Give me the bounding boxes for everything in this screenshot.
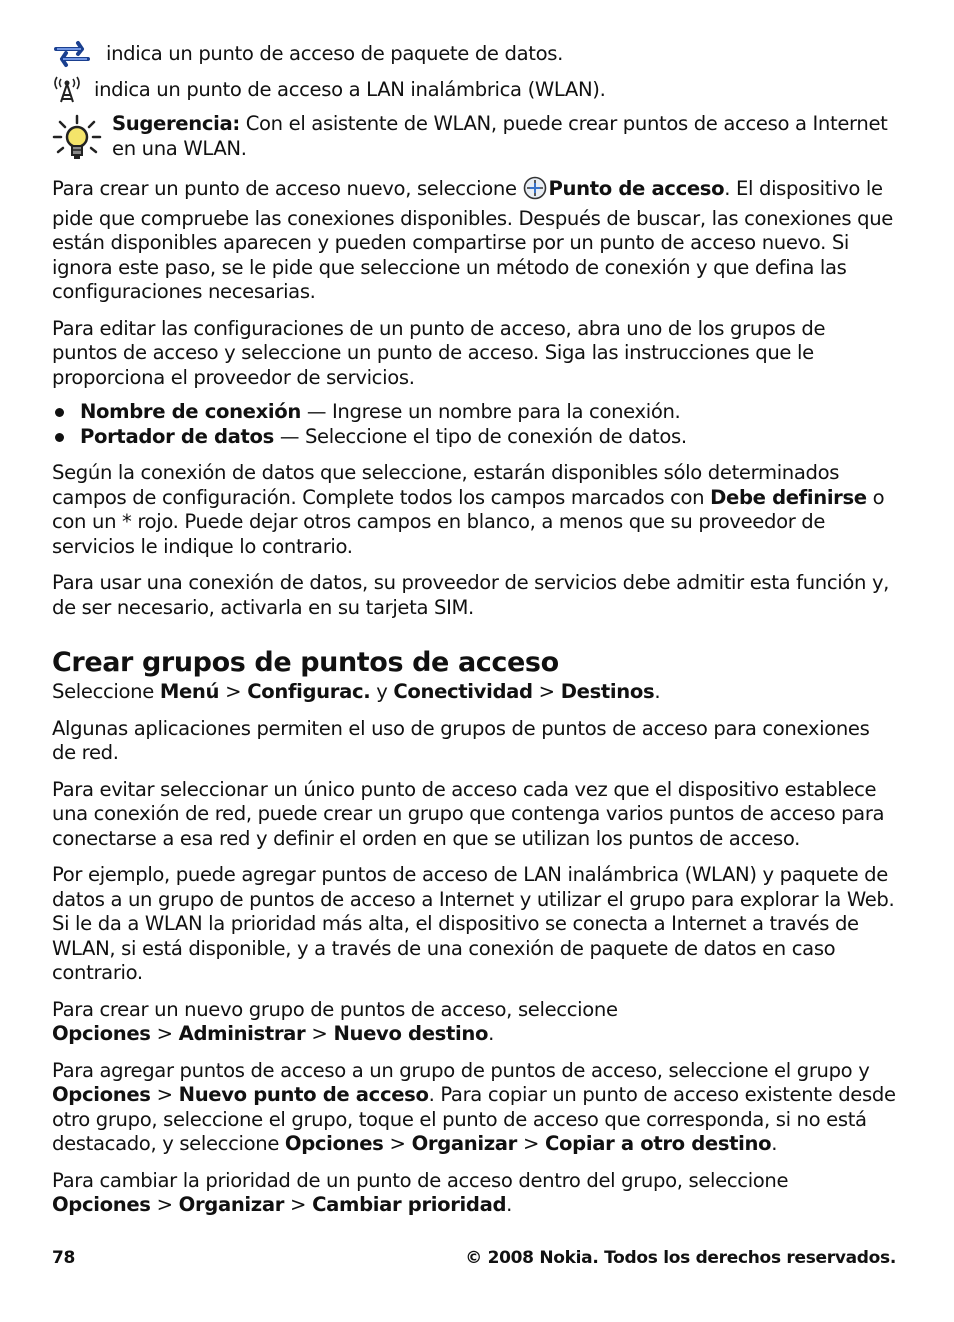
p1-access-point-term: Punto de acceso xyxy=(548,177,725,200)
path-separator: > xyxy=(538,680,555,703)
lightbulb-icon xyxy=(52,114,102,164)
p3-must-define-term: Debe definirse xyxy=(710,485,867,509)
paragraph-add-access-points xyxy=(52,1059,896,1157)
copyright-notice: © 2008 Nokia. Todos los derechos reservados. xyxy=(465,1248,896,1268)
wlan-line xyxy=(52,74,896,106)
p9-text-b: . Para copiar un punto de acceso existente desde otro grupo, seleccione el grupo, toque el punto de acceso que corresponda, si no está destacado, y seleccione xyxy=(52,1083,896,1155)
wlan-antenna-icon xyxy=(52,76,82,104)
path-separator: > xyxy=(156,1083,173,1106)
path-separator: > xyxy=(389,1132,406,1155)
p1-text-c: . El dispositivo le pide que compruebe las conexiones disponibles. Después de buscar, las conexiones que están disponibles aparecen y pueden compartirse por un punto de acceso nuevo. Si ignora este paso, se le pide que seleccione un método de conexión y que defina las configuraciones necesarias. xyxy=(52,177,893,303)
page-number: 78 xyxy=(52,1248,76,1268)
tip-body: Con el asistente de WLAN, puede crear puntos de acceso a Internet en una WLAN. xyxy=(112,112,888,160)
list-item-term: Portador de datos xyxy=(80,424,274,448)
settings-list xyxy=(52,400,896,449)
path-separator: > xyxy=(290,1193,307,1216)
path-separator: > xyxy=(311,1022,328,1045)
wlan-text: indica un punto de acceso a LAN inalámbrica (WLAN). xyxy=(94,77,606,101)
paragraph-avoid-select: Para evitar seleccionar un único punto de acceso cada vez que el dispositivo establece una conexión de red, puede crear un grupo que contenga varios puntos de acceso para conectarse a esa red y definir el orden en que se utilizan los puntos de acceso. xyxy=(52,777,885,850)
list-item-term: Nombre de conexión xyxy=(80,400,301,423)
list-item-desc: — Seleccione el tipo de conexión de datos. xyxy=(273,424,687,448)
paragraph-data-connection: Para usar una conexión de datos, su proveedor de servicios debe admitir esta función y, de ser necesario, activarla en su tarjeta SIM. xyxy=(52,571,890,619)
list-item xyxy=(52,425,896,450)
p9-end: . xyxy=(771,1132,778,1155)
paragraph-create-access-point xyxy=(52,176,896,305)
menu-path-item: Organizar xyxy=(178,1193,285,1216)
p9-text-a: Para agregar puntos de acceso a un grupo de puntos de acceso, seleccione el grupo y xyxy=(52,1058,870,1082)
page-footer xyxy=(52,1248,896,1268)
menu-path-item: Conectividad xyxy=(393,680,533,703)
p8-text-a: Para crear un nuevo grupo de puntos de acceso, seleccione xyxy=(52,997,618,1021)
packet-data-text: indica un punto de acceso de paquete de datos. xyxy=(106,41,563,65)
p10-end: . xyxy=(506,1193,513,1216)
menu-path-item: Configurac. xyxy=(247,680,371,703)
path-separator: > xyxy=(522,1132,540,1155)
menu-path-item: Opciones xyxy=(52,1083,151,1106)
p3-text-a: Según la conexión de datos que seleccione, estarán disponibles sólo determinados campos de configuración. Complete todos los campos marcados con xyxy=(52,461,840,509)
menu-path-item: Destinos xyxy=(560,680,655,703)
packet-data-line xyxy=(52,38,896,70)
menu-path-conj: y xyxy=(370,680,394,703)
paragraph-new-group xyxy=(52,998,896,1047)
paragraph-edit-settings: Para editar las configuraciones de un punto de acceso, abra uno de los grupos de puntos de acceso y seleccione un punto de acceso. Siga las instrucciones que le proporciona el proveedor de servicios. xyxy=(52,316,826,389)
tip-text xyxy=(112,112,896,161)
menu-path-item: Menú xyxy=(159,680,220,703)
menu-path-item: Cambiar prioridad xyxy=(312,1193,507,1216)
paragraph-change-priority xyxy=(52,1169,896,1218)
menu-path-item: Administrar xyxy=(178,1022,306,1045)
paragraph-fields xyxy=(52,461,896,559)
menu-path-item: Nuevo destino xyxy=(333,1022,489,1045)
menu-path-prefix: Seleccione xyxy=(52,680,160,703)
tip-box xyxy=(52,112,896,164)
paragraph-apps: Algunas aplicaciones permiten el uso de grupos de puntos de acceso para conexiones de red. xyxy=(52,716,870,764)
menu-path-item: Organizar xyxy=(411,1132,517,1155)
list-item xyxy=(52,400,896,425)
menu-path-item: Opciones xyxy=(52,1193,151,1216)
path-separator: > xyxy=(156,1193,173,1216)
menu-path-item: Nuevo punto de acceso xyxy=(178,1083,429,1106)
menu-path-item: Opciones xyxy=(284,1132,384,1155)
list-item-desc: — Ingrese un nombre para la conexión. xyxy=(301,400,681,423)
menu-path-line xyxy=(52,680,896,705)
path-separator: > xyxy=(225,680,242,703)
packet-data-arrows-icon xyxy=(52,40,92,68)
tip-label: Sugerencia: xyxy=(112,112,240,135)
p8-end: . xyxy=(488,1022,494,1045)
p10-text-a: Para cambiar la prioridad de un punto de acceso dentro del grupo, seleccione xyxy=(52,1168,789,1192)
menu-path-end: . xyxy=(654,680,661,703)
p3-text-c: o con un * rojo. Puede dejar otros campos en blanco, a menos que su proveedor de servicios le indique lo contrario. xyxy=(52,485,885,558)
add-access-point-icon xyxy=(523,176,547,207)
section-heading: Crear grupos de puntos de acceso xyxy=(52,647,559,678)
page-content xyxy=(52,38,896,1218)
menu-path-item: Copiar a otro destino xyxy=(545,1132,772,1155)
menu-path-item: Opciones xyxy=(52,1022,151,1045)
p1-text-a: Para crear un punto de acceso nuevo, seleccione xyxy=(52,177,523,200)
path-separator: > xyxy=(156,1022,173,1045)
paragraph-example: Por ejemplo, puede agregar puntos de acceso de LAN inalámbrica (WLAN) y paquete de datos a un grupo de puntos de acceso a Internet y utilizar el grupo para explorar la Web. Si le da a WLAN la prioridad más alta, el dispositivo se conecta a Internet a través de WLAN, si está disponible, y a través de una conexión de paquete de datos en caso contrario. xyxy=(52,863,895,984)
